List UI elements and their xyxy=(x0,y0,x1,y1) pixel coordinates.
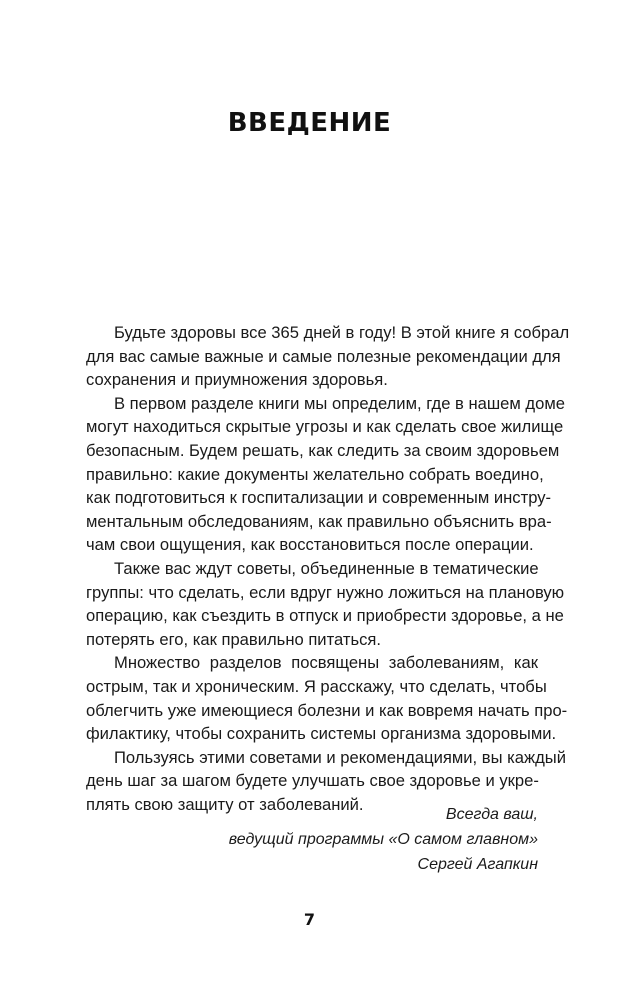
text-line: потерять его, как правильно питаться. xyxy=(86,629,381,649)
page-number: 7 xyxy=(303,910,316,929)
paragraph xyxy=(86,321,570,392)
text-line: правильно: какие документы желательно собрать воедино, xyxy=(86,464,544,484)
text-line: ментальным обследованиям, как правильно объяснить вра- xyxy=(86,511,552,531)
text-line: филактику, чтобы сохранить системы организма здоровыми. xyxy=(86,724,557,744)
paragraph xyxy=(86,557,565,651)
text-line: Также вас ждут советы, объединенные в тематические xyxy=(114,558,539,578)
text-line: для вас самые важные и самые полезные рекомендации для xyxy=(86,346,561,366)
text-line: плять свою защиту от заболеваний. xyxy=(86,794,364,814)
signature xyxy=(229,802,538,877)
chapter-title: ВВЕДЕНИЕ xyxy=(227,108,392,138)
text-line: облегчить уже имеющиеся болезни и как вовремя начать про- xyxy=(86,700,568,720)
signature-role: ведущий программы «О самом главном» xyxy=(228,831,538,848)
body-text xyxy=(86,321,570,816)
text-line: Пользуясь этими советами и рекомендациями, вы каждый xyxy=(114,747,566,767)
text-line: операцию, как съездить в отпуск и приобрести здоровье, а не xyxy=(86,606,564,626)
text-line: группы: что сделать, если вдруг нужно ложиться на плановую xyxy=(86,582,565,602)
text-line: Будьте здоровы все 365 дней в году! В этой книге я собрал xyxy=(114,323,570,342)
text-line: как подготовиться к госпитализации и современным инстру- xyxy=(86,488,552,508)
text-line: день шаг за шагом будете улучшать свое здоровье и укре- xyxy=(86,771,539,791)
signature-author: Сергей Агапкин xyxy=(417,856,538,873)
paragraph xyxy=(86,651,568,745)
text-line: острым, так и хроническим. Я расскажу, что сделать, чтобы xyxy=(86,676,547,696)
text-line: сохранения и приумножения здоровья. xyxy=(86,370,388,390)
text-line: Множество разделов посвящены заболеваниям, как xyxy=(114,653,538,673)
text-line: В первом разделе книги мы определим, где в нашем доме xyxy=(114,393,565,413)
signature-greeting: Всегда ваш, xyxy=(445,806,538,823)
text-line: могут находиться скрытые угрозы и как сделать свое жилище xyxy=(86,417,564,437)
paragraph xyxy=(86,392,565,557)
text-line: безопасным. Будем решать, как следить за своим здоровьем xyxy=(86,440,560,460)
text-line: чам свои ощущения, как восстановиться после операции. xyxy=(86,535,534,555)
